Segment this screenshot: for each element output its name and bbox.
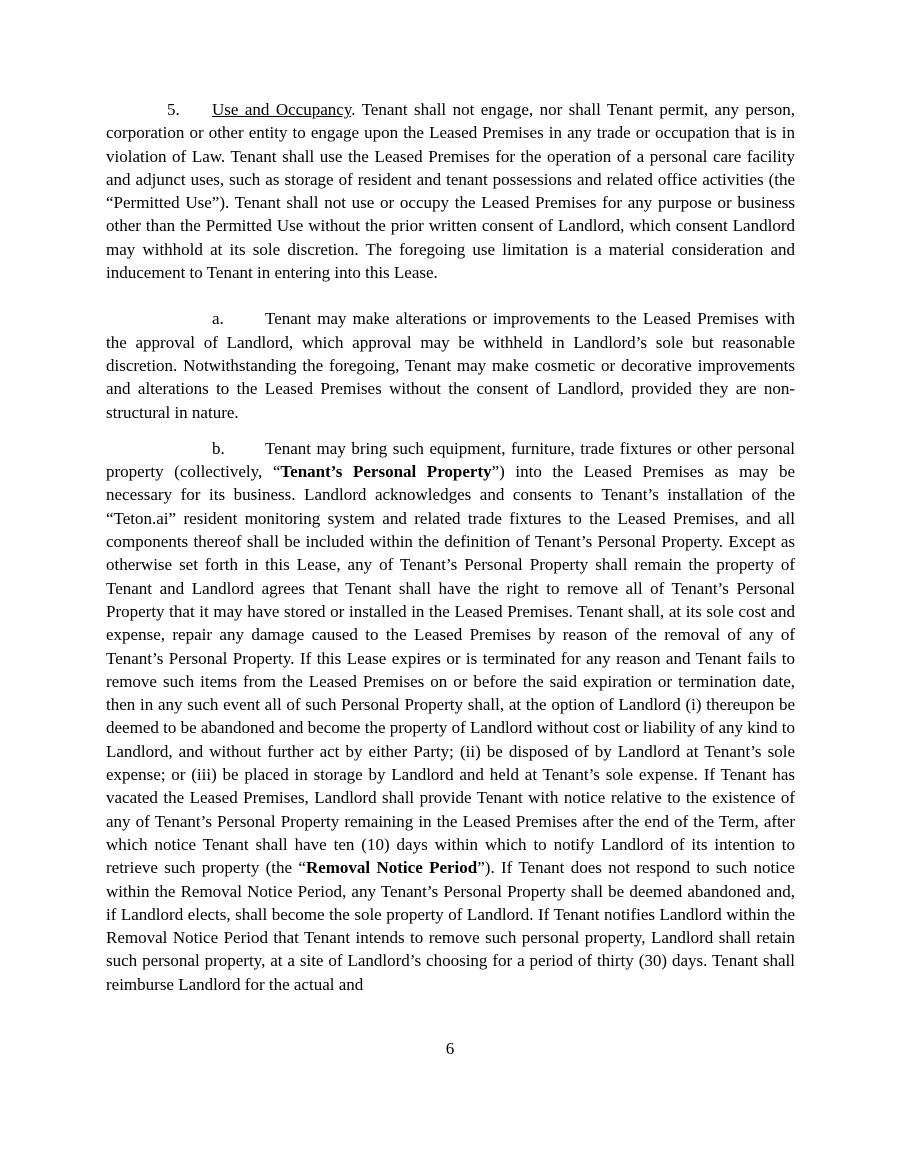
subsection-b-body-3: ”). If Tenant does not respond to such notice within the Removal Notice Period, any Tenant’s Personal Property shall be deemed abandoned and, if Landlord elects, shall become the sole property of Landlord. If Tenant notifies Landlord within the Removal Notice Period that Tenant intends to remove such personal property, Landlord shall retain such personal property, at a site of Landlord’s choosing for a period of thirty (30) days. Tenant shall reimburse Landlord for the actual and xyxy=(106,858,795,994)
page-number: 6 xyxy=(445,1039,455,1058)
defined-term-removal-notice-period: Removal Notice Period xyxy=(305,858,478,878)
defined-term-tenants-personal-property: Tenant’s Personal Property xyxy=(280,462,492,482)
subsection-a-paragraph xyxy=(106,307,795,423)
subsection-a-label: a. xyxy=(212,309,224,329)
section-number: 5. xyxy=(167,100,180,119)
subsection-b-paragraph xyxy=(106,437,795,996)
section-5-paragraph xyxy=(106,98,795,284)
subsection-b-body-2: ”) into the Leased Premises as may be necessary for its business. Landlord acknowledges and consents to Tenant’s installation of the “Teton.ai” resident monitoring system and related trade fixtures to the Leased Premises, and all components thereof shall be included within the definition of Tenant’s Personal Property. Except as otherwise set forth in this Lease, any of Tenant’s Personal Property shall remain the property of Tenant and Landlord agrees that Tenant shall have the right to remove all of Tenant’s Personal Property that it may have stored or installed in the Leased Premises. Tenant shall, at its sole cost and expense, repair any damage caused to the Leased Premises by reason of the removal of any of Tenant’s Personal Property. If this Lease expires or is terminated for any reason and Tenant fails to remove such items from the Leased Premises on or before the said expiration or termination date, then in any such event all of such Personal Property shall, at the option of Landlord (i) thereupon be deemed to be abandoned and become the property of Landlord without cost or liability of any kind to Landlord, and without further act by either Party; (ii) be disposed of by Landlord at Tenant’s sole expense; or (iii) be placed in storage by Landlord and held at Tenant’s sole expense. If Tenant has vacated the Leased Premises, Landlord shall provide Tenant with notice relative to the existence of any of Tenant’s Personal Property remaining in the Leased Premises after the end of the Term, after which notice Tenant shall have ten (10) days within which to notify Landlord of its intention to retrieve such property (the “ xyxy=(106,462,795,878)
subsection-b-label: b. xyxy=(212,438,225,458)
section-5-body: . Tenant shall not engage, nor shall Tenant permit, any person, corporation or other entity to engage upon the Leased Premises in any trade or occupation that is in violation of Law. Tenant shall use the Leased Premises for the operation of a personal care facility and adjunct uses, such as storage of resident and tenant possessions and related office activities (the “Permitted Use”). Tenant shall not use or occupy the Leased Premises for any purpose or business other than the Permitted Use without the prior written consent of Landlord, which consent Landlord may withhold at its sole discretion. The foregoing use limitation is a material consideration and inducement to Tenant in entering into this Lease. xyxy=(106,100,795,283)
section-heading: Use and Occupancy xyxy=(212,100,352,119)
subsection-b-body-1: Tenant may bring such equipment, furniture, trade fixtures or other personal property (collectively, “ xyxy=(106,438,795,482)
document-page xyxy=(106,98,795,996)
subsection-a-body: Tenant may make alterations or improvements to the Leased Premises with the approval of Landlord, which approval may be withheld in Landlord’s sole but reasonable discretion. Notwithstanding the foregoing, Tenant may make cosmetic or decorative improvements and alterations to the Leased Premises without the consent of Landlord, provided they are non-structural in nature. xyxy=(106,309,795,422)
